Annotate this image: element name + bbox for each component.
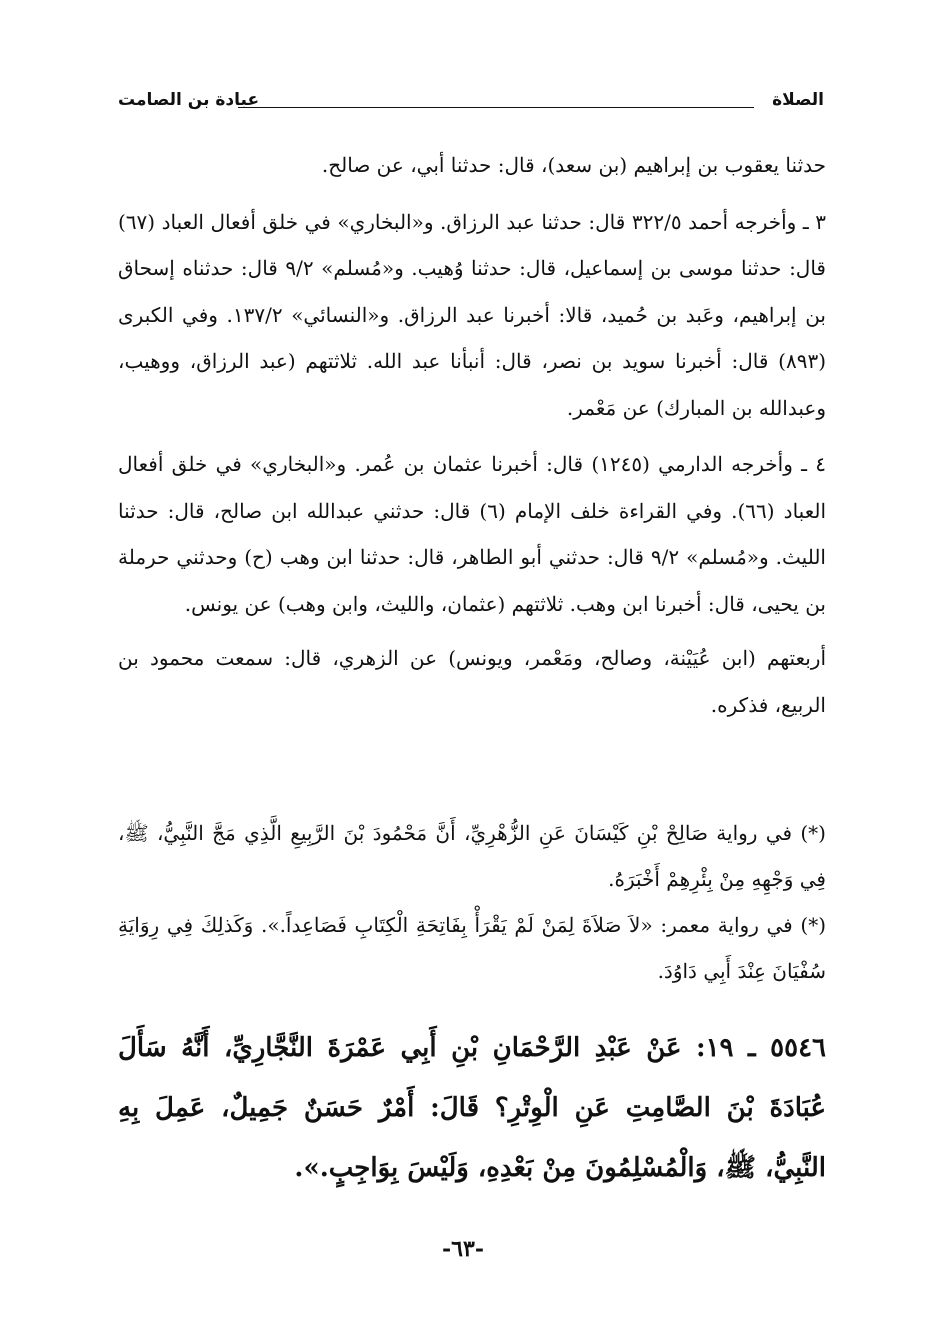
page-number: -٦٣- <box>442 1236 484 1262</box>
main-hadith <box>118 1018 826 1198</box>
note-paragraph: (*) في رواية صَالِحْ بْنِ كَيْسَانَ عَنِ الزُّهْرِيِّ، أَنَّ مَحْمُودَ بْنَ الرَّبِيعِ الَّذِي مَجَّ النَّبِيُّ، ﷺ، فِي وَجْهِهِ مِنْ بِئْرِهِمْ أَخْبَرَهُ. <box>118 821 826 891</box>
takhrij-paragraph: ٣ ـ وأخرجه أحمد ٣٢٢/٥ قال: حدثنا عبد الرزاق. و«البخاري» في خلق أفعال العباد (٦٧) قال: حدثنا موسى بن إسماعيل، قال: حدثنا وُهيب. و«مُسلم» ٩/٢ قال: حدثناه إسحاق بن إبراهيم، وعَبد بن حُميد، قالا: أخبرنا عبد الرزاق. و«النسائي» ١٣٧/٢. وفي الكبرى (٨٩٣) قال: أخبرنا سويد بن نصر، قال: أنبأنا عبد الله. ثلاثتهم (عبد الرزاق، ووهيب، وعبدالله بن المبارك) عن مَعْمر. <box>118 209 826 420</box>
takhrij-section <box>118 142 826 728</box>
hadith-text: ٥٥٤٦ ـ ١٩: عَنْ عَبْدِ الرَّحْمَانِ بْنِ أَبِي عَمْرَةَ النَّجَّارِيِّ، أَنَّهُ سَأَلَ عُبَادَةَ بْنَ الصَّامِتِ عَنِ الْوِتْرِ؟ قَالَ: أَمْرٌ حَسَنٌ جَمِيلٌ، عَمِلَ بِهِ النَّبِيُّ، ﷺ، وَالْمُسْلِمُونَ مِنْ بَعْدِهِ، وَلَيْسَ بِوَاجِبٍ.». <box>118 1033 826 1183</box>
chapter-title: الصلاة <box>772 90 824 110</box>
note-paragraph: (*) في رواية معمر: «لاَ صَلاَةَ لِمَنْ لَمْ يَقْرَأْ بِفَاتِحَةِ الْكِتَابِ فَصَاعِداً.». وَكَذلِكَ فِي رِوَايَةِ سُفْيَانَ عِنْدَ أَبِي دَاوُدَ. <box>118 913 826 983</box>
takhrij-paragraph: ٤ ـ وأخرجه الدارمي (١٢٤٥) قال: أخبرنا عثمان بن عُمر. و«البخاري» في خلق أفعال العباد (٦٦). وفي القراءة خلف الإمام (٦) قال: حدثني عبدالله ابن صالح، قال: حدثنا الليث. و«مُسلم» ٩/٢ قال: حدثني أبو الطاهر، قال: حدثنا ابن وهب (ح) وحدثني حرملة بن يحيى، قال: أخبرنا ابن وهب. ثلاثتهم (عثمان، والليث، وابن وهب) عن يونس. <box>118 452 826 616</box>
notes-section <box>118 810 826 994</box>
section-title: عبادة بن الصامت <box>118 90 260 110</box>
header-rule <box>238 107 754 108</box>
takhrij-paragraph: أربعتهم (ابن عُيَيْنة، وصالح، ومَعْمر، ويونس) عن الزهري، قال: سمعت محمود بن الربيع، فذكره. <box>118 646 826 717</box>
takhrij-paragraph: حدثنا يعقوب بن إبراهيم (بن سعد)، قال: حدثنا أبي، عن صالح. <box>321 153 826 177</box>
running-header <box>118 86 824 116</box>
